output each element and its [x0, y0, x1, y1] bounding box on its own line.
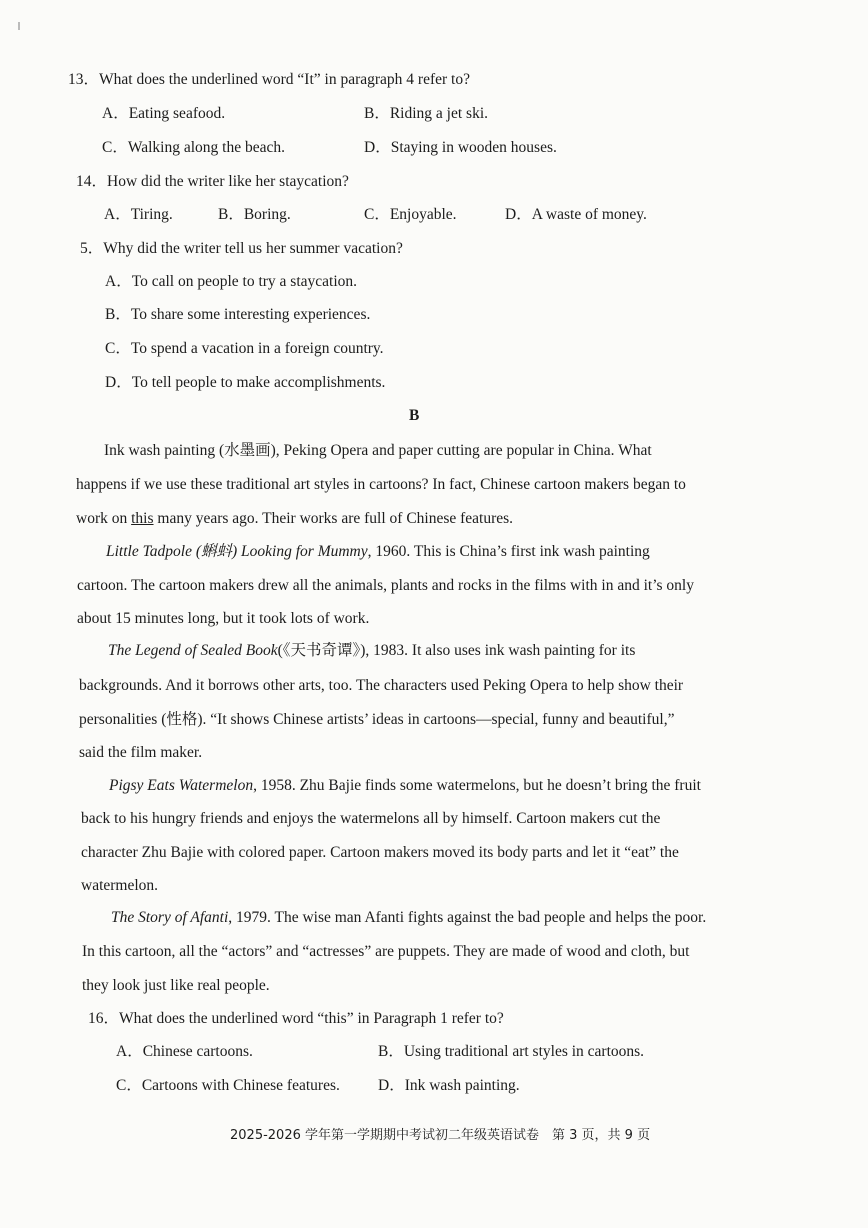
intro-line-3	[76, 509, 513, 529]
intro-line-3-start: work on	[76, 510, 132, 527]
afanti-line-2: In this cartoon, all the “actors” and “actresses” are puppets. They are made of wood and cloth, but	[82, 943, 690, 960]
question-14-stem: 14．How did the writer like her staycation?	[76, 173, 349, 190]
pigsy-title: Pigsy Eats Watermelon	[109, 777, 254, 794]
intro-line-3-end: many years ago. Their works are full of Chinese features.	[153, 510, 514, 527]
pigsy-line-4: watermelon.	[81, 877, 159, 894]
legend-line-2: backgrounds. And it borrows other arts, too. The characters used Peking Opera to help show their	[79, 677, 684, 694]
legend-line-4: said the film maker.	[79, 744, 203, 761]
section-b-heading: B	[409, 407, 420, 424]
scan-mark	[18, 22, 20, 30]
question-16-option-a: A．Chinese cartoons.	[116, 1043, 253, 1060]
question-16-stem: 16．What does the underlined word “this” in Paragraph 1 refer to?	[88, 1010, 504, 1027]
question-14-option-c: C．Enjoyable.	[364, 206, 457, 223]
legend-line-3: personalities (性格). “It shows Chinese artists’ ideas in cartoons—special, funny and beautiful,”	[79, 711, 675, 728]
question-16-option-d: D．Ink wash painting.	[378, 1077, 520, 1094]
afanti-line-3: they look just like real people.	[82, 977, 270, 994]
question-14-option-d: D．A waste of money.	[505, 206, 647, 223]
pigsy-line-2: back to his hungry friends and enjoys the watermelons all by himself. Cartoon makers cut the	[81, 810, 661, 827]
page-footer: 2025-2026 学年第一学期期中考试初二年级英语试卷 第 3 页，共 9 页	[230, 1128, 651, 1143]
question-14-option-a: A．Tiring.	[104, 206, 173, 223]
question-13-option-a: A．Eating seafood.	[102, 105, 226, 122]
tadpole-line-1-rest: , 1960. This is China’s first ink wash painting	[367, 543, 650, 560]
afanti-title: The Story of Afanti	[111, 909, 229, 926]
intro-line-2: happens if we use these traditional art styles in cartoons? In fact, Chinese cartoon makers began to	[76, 476, 686, 493]
question-13-option-b: B．Riding a jet ski.	[364, 105, 489, 122]
question-13-option-d: D．Staying in wooden houses.	[364, 139, 557, 156]
legend-title: The Legend of Sealed Book	[108, 642, 278, 659]
tadpole-line-3: about 15 minutes long, but it took lots of work.	[77, 610, 370, 627]
question-13-stem: 13．What does the underlined word “It” in paragraph 4 refer to?	[68, 71, 470, 88]
tadpole-line-1	[106, 542, 650, 562]
tadpole-title: Little Tadpole (蝌蚪) Looking for Mummy	[106, 543, 368, 560]
tadpole-line-2: cartoon. The cartoon makers drew all the animals, plants and rocks in the films with in and it’s only	[77, 577, 694, 594]
pigsy-line-1	[109, 776, 701, 796]
underlined-word-this: this	[131, 510, 154, 527]
question-15-option-a: A．To call on people to try a staycation.	[105, 273, 358, 290]
legend-line-1-rest: (《天书奇谭》), 1983. It also uses ink wash painting for its	[277, 642, 636, 659]
question-13-option-c: C．Walking along the beach.	[102, 139, 285, 156]
question-14-option-b: B．Boring.	[218, 206, 291, 223]
question-15-option-d: D．To tell people to make accomplishments.	[105, 374, 386, 391]
pigsy-line-3: character Zhu Bajie with colored paper. Cartoon makers moved its body parts and let it “eat” the	[81, 844, 679, 861]
question-15-option-b: B．To share some interesting experiences.	[105, 306, 371, 323]
legend-line-1	[108, 641, 635, 661]
question-15-stem: 5．Why did the writer tell us her summer vacation?	[80, 240, 403, 257]
question-16-option-c: C．Cartoons with Chinese features.	[116, 1077, 340, 1094]
afanti-line-1-rest: , 1979. The wise man Afanti fights against the bad people and helps the poor.	[228, 909, 707, 926]
question-15-option-c: C．To spend a vacation in a foreign country.	[105, 340, 384, 357]
intro-line-1: Ink wash painting (水墨画), Peking Opera and paper cutting are popular in China. What	[104, 442, 652, 459]
afanti-line-1	[111, 908, 706, 928]
pigsy-line-1-rest: , 1958. Zhu Bajie finds some watermelons, but he doesn’t bring the fruit	[253, 777, 701, 794]
question-16-option-b: B．Using traditional art styles in cartoons.	[378, 1043, 645, 1060]
